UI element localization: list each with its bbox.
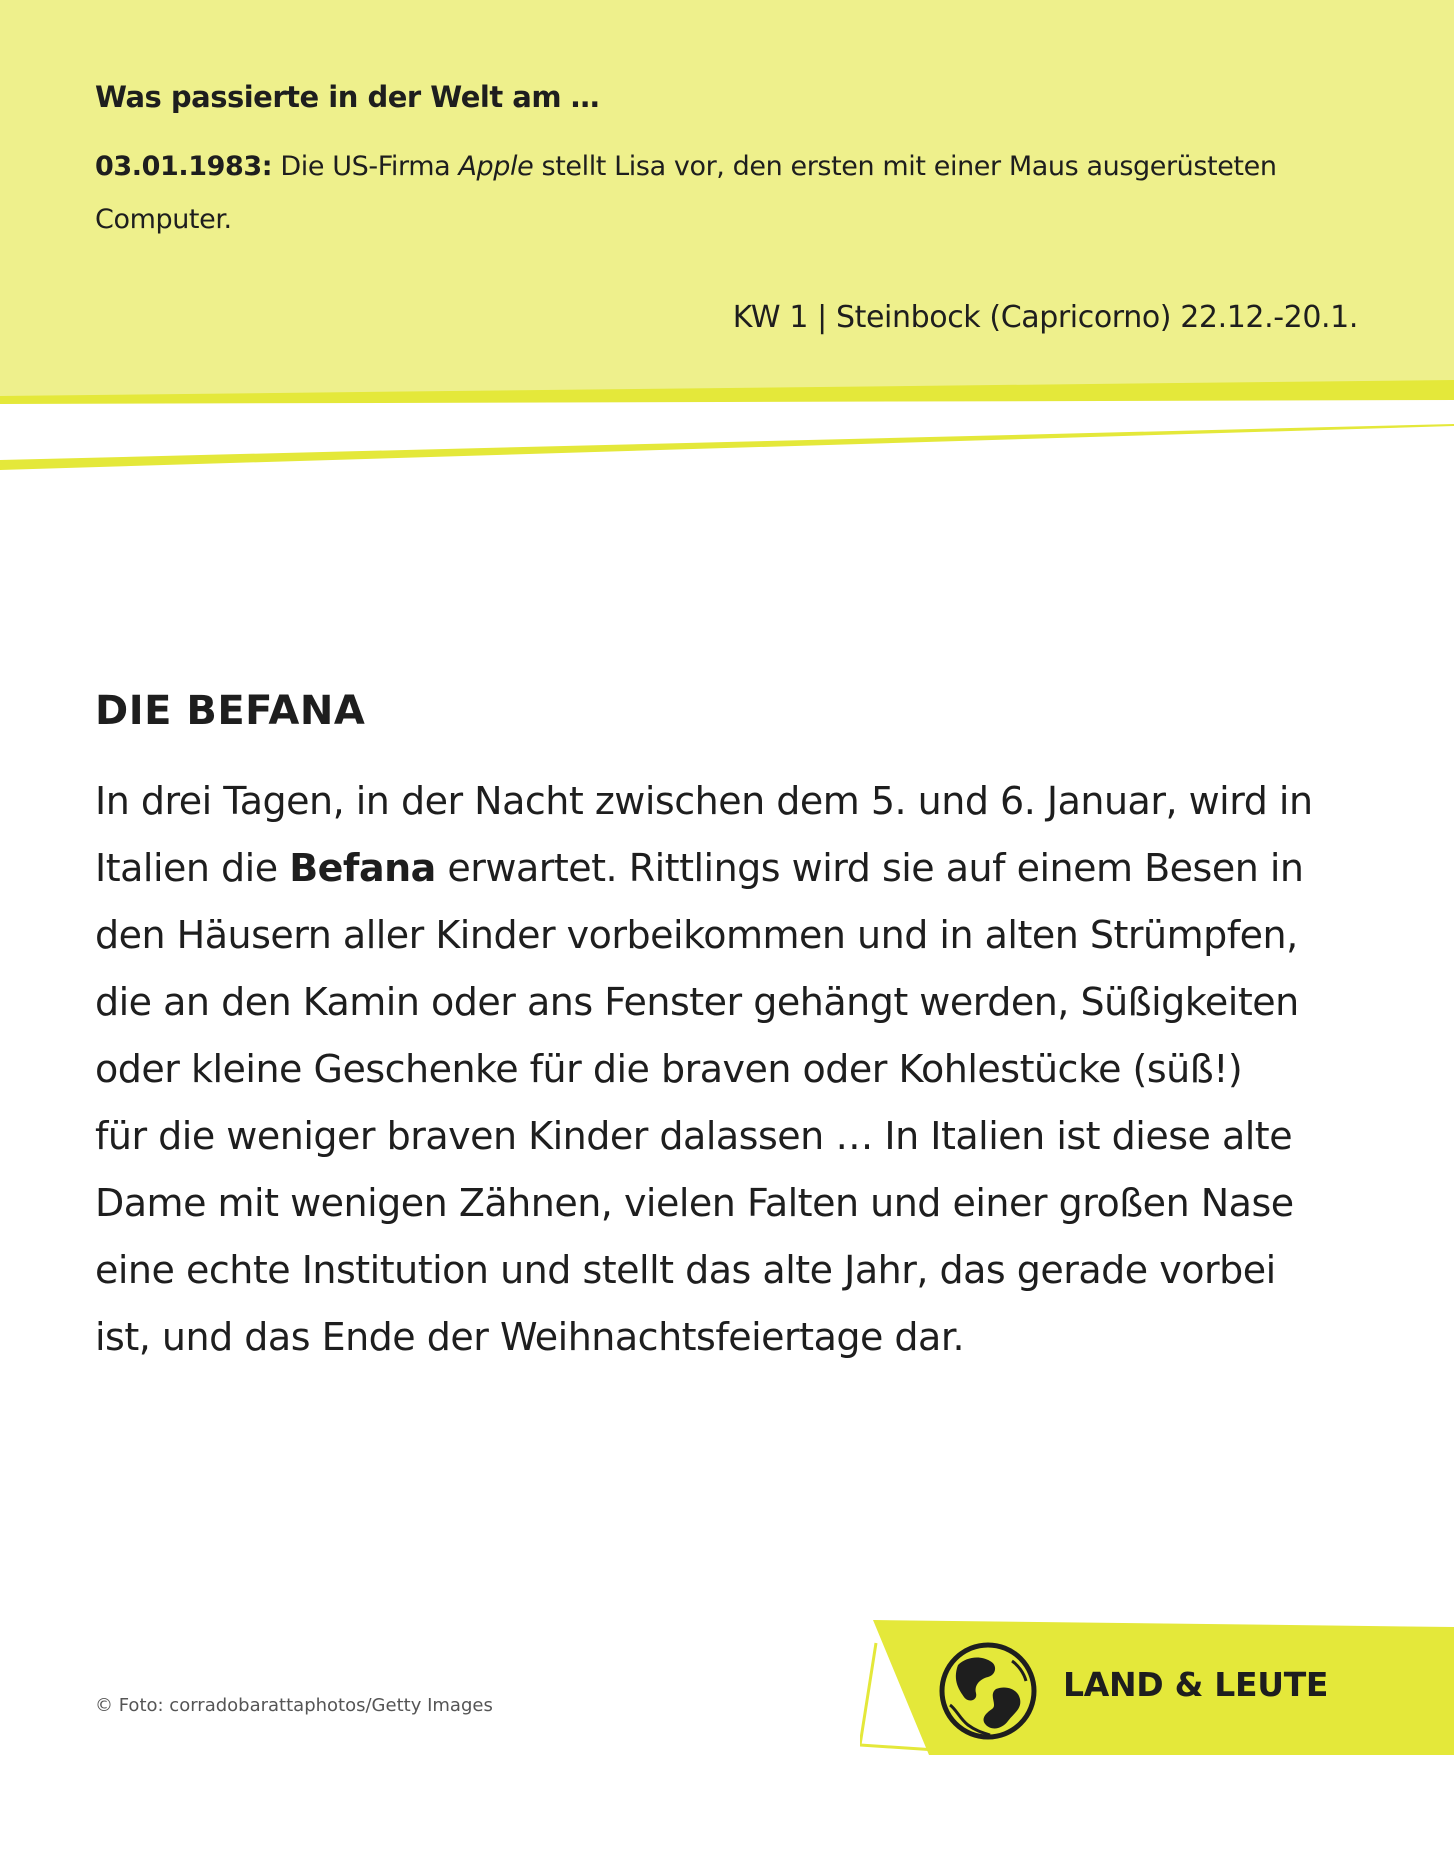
fact-text-2: stellt Lisa vor, den ersten mit einer Maus ausgerüsteten Computer. bbox=[95, 151, 1277, 235]
body-text-segment: Italien die bbox=[95, 846, 290, 890]
photo-credit: © Foto: corradobarattaphotos/Getty Images bbox=[95, 1695, 493, 1716]
body-line bbox=[95, 835, 1385, 902]
fact-paragraph bbox=[95, 140, 1355, 246]
article-body bbox=[95, 768, 1385, 1371]
header-divider bbox=[0, 380, 1454, 470]
body-line: ist, und das Ende der Weihnachtsfeiertage dar. bbox=[95, 1315, 965, 1359]
calendar-week-info: KW 1 | Steinbock (Capricorno) 22.12.-20.1. bbox=[732, 300, 1358, 335]
divider-stripe-top bbox=[0, 380, 1454, 404]
body-line: In drei Tagen, in der Nacht zwischen dem 5. und 6. Januar, wird in bbox=[95, 779, 1313, 823]
body-line: die an den Kamin oder ans Fenster gehängt werden, Süßigkeiten bbox=[95, 980, 1299, 1024]
fact-date: 03.01.1983: bbox=[95, 151, 273, 182]
fact-company: Apple bbox=[458, 151, 534, 182]
category-label: LAND & LEUTE bbox=[1063, 1665, 1329, 1704]
fact-text-1: Die US-Firma bbox=[272, 151, 459, 182]
body-line: für die weniger braven Kinder dalassen … In Italien ist diese alte bbox=[95, 1114, 1293, 1158]
body-line: Dame mit wenigen Zähnen, vielen Falten und einer großen Nase bbox=[95, 1181, 1294, 1225]
article-title: DIE BEFANA bbox=[95, 688, 366, 734]
section-heading: Was passierte in der Welt am … bbox=[95, 80, 600, 114]
body-line: den Häusern aller Kinder vorbeikommen und in alten Strümpfen, bbox=[95, 913, 1298, 957]
body-line: oder kleine Geschenke für die braven oder Kohlestücke (süß!) bbox=[95, 1047, 1243, 1091]
body-text-segment: erwartet. Rittlings wird sie auf einem Besen in bbox=[435, 846, 1304, 890]
divider-stripe-bottom bbox=[0, 424, 1454, 470]
body-line: eine echte Institution und stellt das alte Jahr, das gerade vorbei bbox=[95, 1248, 1276, 1292]
befana-highlight: Befana bbox=[289, 846, 436, 890]
